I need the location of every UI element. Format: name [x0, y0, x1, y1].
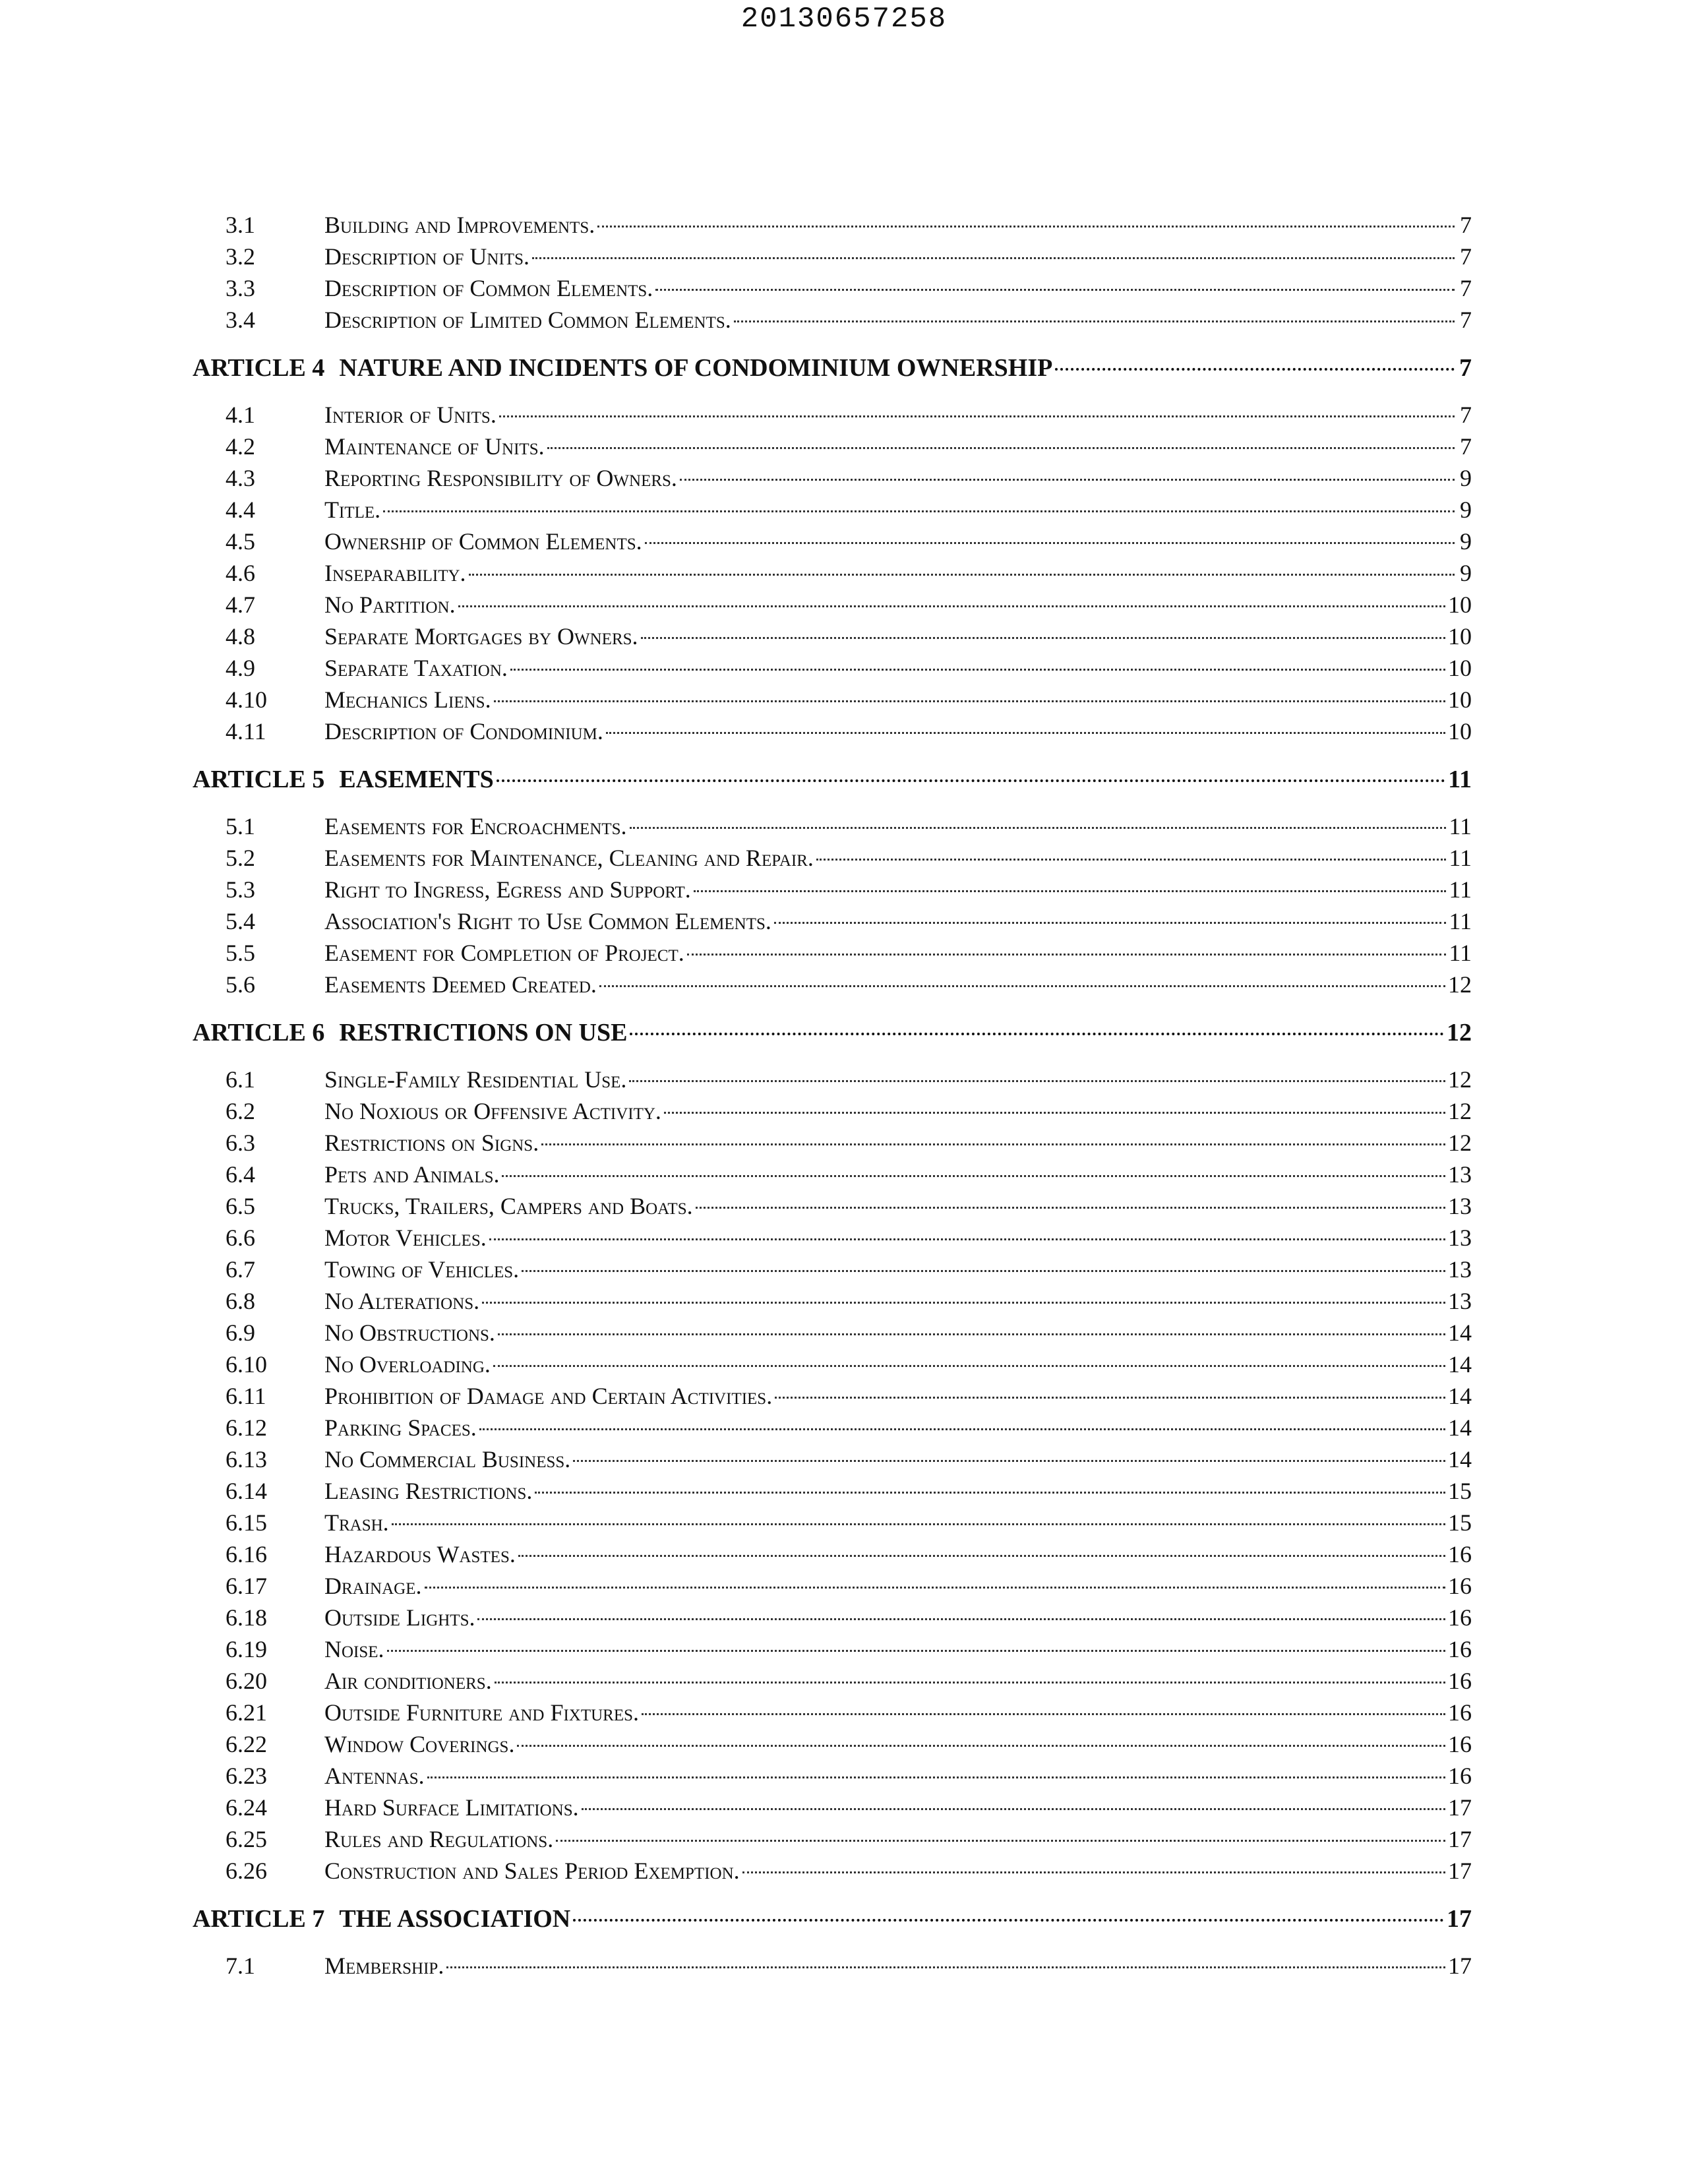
page-number: 7 [1460, 243, 1472, 270]
section-number: 6.2 [226, 1098, 255, 1124]
toc-entry [193, 1635, 1472, 1667]
page-number: 7 [1460, 433, 1472, 460]
toc-entry [193, 876, 1472, 907]
dot-leader [775, 1397, 1445, 1399]
section-number: 5.5 [226, 940, 255, 966]
section-title: Membership. [324, 1953, 444, 1979]
section-title: Building and Improvements. [324, 212, 595, 238]
page-number: 14 [1448, 1446, 1472, 1472]
dot-leader [696, 1207, 1445, 1209]
section-number: 6.13 [226, 1446, 267, 1472]
dot-leader [742, 1871, 1445, 1873]
section-title: Title. [324, 497, 381, 523]
section-number: 3.3 [226, 275, 255, 301]
section-number: 6.26 [226, 1858, 267, 1884]
dot-leader [383, 510, 1455, 512]
dot-leader [517, 1745, 1445, 1747]
dot-leader [489, 1238, 1445, 1240]
page-number: 12 [1448, 971, 1472, 998]
toc-entry [193, 1667, 1472, 1699]
section-title: Trash. [324, 1509, 389, 1536]
section-number: 6.3 [226, 1130, 255, 1156]
section-title: Antennas. [324, 1763, 425, 1789]
section-number: 4.10 [226, 686, 267, 713]
section-number: 7.1 [226, 1953, 255, 1979]
toc-entry [193, 591, 1472, 622]
dot-leader [606, 732, 1445, 734]
page-number: 11 [1449, 876, 1472, 903]
article-title: NATURE AND INCIDENTS OF CONDOMINIUM OWNERSHIP [339, 354, 1053, 382]
page-number: 13 [1448, 1225, 1472, 1251]
section-title: Hard Surface Limitations. [324, 1794, 579, 1821]
dot-leader [392, 1523, 1445, 1525]
section-title: Trucks, Trailers, Campers and Boats. [324, 1193, 693, 1219]
section-title: No Commercial Business. [324, 1446, 571, 1472]
section-number: 6.4 [226, 1161, 255, 1188]
section-title: Rules and Regulations. [324, 1826, 554, 1852]
dot-leader [446, 1966, 1445, 1968]
page-number: 11 [1449, 813, 1472, 839]
toc-entry [193, 1414, 1472, 1445]
dot-leader [458, 605, 1445, 607]
section-title: Outside Lights. [324, 1604, 475, 1631]
page-number: 16 [1448, 1731, 1472, 1757]
page-number: 13 [1448, 1288, 1472, 1314]
dot-leader [498, 1333, 1445, 1335]
section-title: Motor Vehicles. [324, 1225, 487, 1251]
section-number: 6.9 [226, 1320, 255, 1346]
dot-leader [495, 1682, 1445, 1684]
dot-leader [477, 1618, 1445, 1620]
page-number: 9 [1460, 560, 1472, 586]
section-number: 5.1 [226, 813, 255, 839]
page-number: 7 [1460, 402, 1472, 428]
page-number: 11 [1448, 766, 1472, 793]
toc-entry [193, 1066, 1472, 1097]
dot-leader [494, 700, 1445, 702]
section-title: Restrictions on Signs. [324, 1130, 539, 1156]
toc-entry [193, 306, 1472, 338]
section-title: Mechanics Liens. [324, 686, 491, 713]
toc-entry [193, 1129, 1472, 1161]
toc-entry [193, 1540, 1472, 1572]
section-title: Description of Limited Common Elements. [324, 307, 731, 333]
dot-leader [493, 1365, 1445, 1367]
dot-leader [1055, 368, 1455, 371]
section-number: 6.14 [226, 1478, 267, 1504]
page-number: 17 [1448, 1794, 1472, 1821]
dot-leader [510, 669, 1445, 671]
article-label: ARTICLE 4 [193, 354, 325, 382]
page-number: 10 [1448, 655, 1472, 681]
dot-leader [469, 574, 1455, 576]
toc-entry [193, 1477, 1472, 1509]
section-title: No Alterations. [324, 1288, 480, 1314]
dot-leader [518, 1555, 1445, 1557]
section-number: 4.7 [226, 592, 255, 618]
dot-leader [425, 1587, 1446, 1589]
dot-leader [497, 779, 1445, 782]
dot-leader [597, 226, 1455, 228]
section-number: 6.16 [226, 1541, 267, 1567]
section-number: 4.5 [226, 528, 255, 555]
section-number: 5.2 [226, 845, 255, 871]
dot-leader [664, 1112, 1445, 1114]
toc-entry [193, 559, 1472, 591]
dot-leader [532, 257, 1455, 259]
toc-entry [193, 622, 1472, 654]
page-number: 16 [1448, 1636, 1472, 1662]
page-number: 14 [1448, 1320, 1472, 1346]
section-title: Noise. [324, 1636, 384, 1662]
section-number: 6.23 [226, 1763, 267, 1789]
dot-leader [547, 447, 1455, 449]
section-number: 3.1 [226, 212, 255, 238]
page-number: 14 [1448, 1383, 1472, 1409]
section-number: 6.7 [226, 1256, 255, 1283]
page-number: 16 [1448, 1699, 1472, 1726]
section-title: Easements for Maintenance, Cleaning and Repair. [324, 845, 814, 871]
section-number: 4.4 [226, 497, 255, 523]
section-title: Prohibition of Damage and Certain Activities. [324, 1383, 773, 1409]
dot-leader [641, 637, 1445, 639]
dot-leader [522, 1270, 1445, 1272]
page-number: 11 [1449, 908, 1472, 934]
section-number: 6.17 [226, 1573, 267, 1599]
section-title: Separate Taxation. [324, 655, 508, 681]
dot-leader [535, 1492, 1445, 1494]
section-number: 6.20 [226, 1668, 267, 1694]
dot-leader [499, 415, 1455, 417]
article-heading [193, 765, 1472, 797]
toc-entry [193, 1445, 1472, 1477]
dot-leader [694, 890, 1447, 892]
page-number: 16 [1448, 1668, 1472, 1694]
section-title: No Overloading. [324, 1351, 491, 1378]
section-number: 6.11 [226, 1383, 266, 1409]
document-number: 20130657258 [740, 3, 948, 36]
section-title: Pets and Animals. [324, 1161, 500, 1188]
page-number: 10 [1448, 623, 1472, 650]
toc-entry [193, 528, 1472, 559]
section-title: Leasing Restrictions. [324, 1478, 533, 1504]
section-number: 5.6 [226, 971, 255, 998]
toc-entry [193, 401, 1472, 433]
toc-entry [193, 1256, 1472, 1287]
toc-entry [193, 1952, 1472, 1984]
section-title: Air conditioners. [324, 1668, 492, 1694]
toc-entry [193, 1794, 1472, 1825]
section-number: 6.21 [226, 1699, 267, 1726]
page-number: 17 [1447, 1905, 1472, 1933]
section-title: Single-Family Residential Use. [324, 1066, 627, 1093]
page-number: 16 [1448, 1573, 1472, 1599]
section-number: 6.10 [226, 1351, 267, 1378]
toc-entry [193, 939, 1472, 971]
section-number: 3.4 [226, 307, 255, 333]
page-number: 9 [1460, 497, 1472, 523]
section-title: Inseparability. [324, 560, 466, 586]
page-number: 11 [1449, 940, 1472, 966]
section-number: 6.6 [226, 1225, 255, 1251]
toc-entry [193, 1161, 1472, 1192]
section-title: Description of Common Elements. [324, 275, 653, 301]
dot-leader [599, 985, 1445, 987]
page-number: 14 [1448, 1414, 1472, 1441]
dot-leader [427, 1776, 1445, 1778]
article-title: RESTRICTIONS ON USE [339, 1019, 628, 1046]
page-number: 14 [1448, 1351, 1472, 1378]
page-number: 11 [1449, 845, 1472, 871]
section-title: Parking Spaces. [324, 1414, 477, 1441]
toc-entry [193, 274, 1472, 306]
article-heading [193, 1018, 1472, 1050]
toc-entry [193, 1224, 1472, 1256]
section-title: Right to Ingress, Egress and Support. [324, 876, 691, 903]
section-title: Association's Right to Use Common Elements. [324, 908, 771, 934]
toc-entry [193, 243, 1472, 274]
section-title: Reporting Responsibility of Owners. [324, 465, 677, 491]
section-number: 5.4 [226, 908, 255, 934]
section-title: No Noxious or Offensive Activity. [324, 1098, 661, 1124]
toc-entry [193, 496, 1472, 528]
page-number: 12 [1447, 1019, 1472, 1046]
toc-entry [193, 1730, 1472, 1762]
dot-leader [629, 1080, 1445, 1082]
page-number: 7 [1460, 275, 1472, 301]
toc-entry [193, 1382, 1472, 1414]
toc-entry [193, 1825, 1472, 1857]
toc-entry [193, 971, 1472, 1002]
article-heading [193, 1904, 1472, 1936]
page-number: 10 [1448, 718, 1472, 744]
section-number: 4.11 [226, 718, 266, 744]
page-number: 15 [1448, 1509, 1472, 1536]
section-title: Easement for Completion of Project. [324, 940, 684, 966]
page-number: 17 [1448, 1858, 1472, 1884]
toc-entry [193, 464, 1472, 496]
page-number: 17 [1448, 1826, 1472, 1852]
section-title: Towing of Vehicles. [324, 1256, 520, 1283]
page-number: 15 [1448, 1478, 1472, 1504]
dot-leader [642, 1713, 1445, 1715]
page-number: 7 [1459, 354, 1472, 382]
section-title: Ownership of Common Elements. [324, 528, 642, 555]
section-number: 6.5 [226, 1193, 255, 1219]
section-title: Drainage. [324, 1573, 422, 1599]
toc-entry [193, 686, 1472, 717]
page-number: 13 [1448, 1161, 1472, 1188]
dot-leader [734, 320, 1455, 322]
toc-entry [193, 1857, 1472, 1889]
article-label: ARTICLE 7 [193, 1905, 325, 1933]
dot-leader [482, 1302, 1445, 1304]
page-number: 12 [1448, 1066, 1472, 1093]
dot-leader [541, 1143, 1445, 1145]
toc-entry [193, 907, 1472, 939]
dot-leader [502, 1175, 1445, 1177]
page-number: 12 [1448, 1130, 1472, 1156]
section-number: 4.6 [226, 560, 255, 586]
section-title: Easements for Encroachments. [324, 813, 627, 839]
dot-leader [582, 1808, 1445, 1810]
section-number: 4.9 [226, 655, 255, 681]
dot-leader [645, 542, 1455, 544]
article-title: THE ASSOCIATION [339, 1905, 571, 1933]
toc-entry [193, 1572, 1472, 1604]
toc-entry [193, 211, 1472, 243]
page-number: 7 [1460, 307, 1472, 333]
section-number: 4.8 [226, 623, 255, 650]
dot-leader [774, 922, 1446, 924]
page-number: 16 [1448, 1541, 1472, 1567]
section-number: 6.12 [226, 1414, 267, 1441]
dot-leader [387, 1650, 1445, 1652]
page-number: 7 [1460, 212, 1472, 238]
section-title: Outside Furniture and Fixtures. [324, 1699, 640, 1726]
dot-leader [479, 1428, 1445, 1430]
toc-entry [193, 1319, 1472, 1350]
page-number: 10 [1448, 686, 1472, 713]
section-number: 5.3 [226, 876, 255, 903]
page-number: 10 [1448, 592, 1472, 618]
dot-leader [573, 1919, 1444, 1922]
toc-entry [193, 1604, 1472, 1635]
dot-leader [630, 1033, 1444, 1035]
section-number: 4.1 [226, 402, 255, 428]
table-of-contents [193, 211, 1472, 1984]
toc-entry [193, 1287, 1472, 1319]
section-title: Description of Condominium. [324, 718, 603, 744]
section-title: Description of Units. [324, 243, 529, 270]
section-title: Interior of Units. [324, 402, 497, 428]
toc-entry [193, 654, 1472, 686]
section-number: 6.24 [226, 1794, 267, 1821]
article-label: ARTICLE 6 [193, 1019, 325, 1046]
section-title: Window Coverings. [324, 1731, 515, 1757]
section-number: 6.22 [226, 1731, 267, 1757]
toc-entry [193, 1097, 1472, 1129]
dot-leader [816, 859, 1446, 861]
section-number: 4.3 [226, 465, 255, 491]
section-title: Separate Mortgages by Owners. [324, 623, 638, 650]
section-title: Easements Deemed Created. [324, 971, 597, 998]
page-number: 16 [1448, 1604, 1472, 1631]
section-number: 6.8 [226, 1288, 255, 1314]
toc-entry [193, 1699, 1472, 1730]
dot-leader [630, 827, 1447, 829]
dot-leader [556, 1840, 1445, 1842]
section-title: Construction and Sales Period Exemption. [324, 1858, 740, 1884]
section-title: No Partition. [324, 592, 456, 618]
toc-entry [193, 717, 1472, 749]
page-number: 16 [1448, 1763, 1472, 1789]
section-title: Maintenance of Units. [324, 433, 545, 460]
page-number: 9 [1460, 528, 1472, 555]
section-number: 6.18 [226, 1604, 267, 1631]
section-number: 6.25 [226, 1826, 267, 1852]
article-heading [193, 353, 1472, 385]
section-number: 3.2 [226, 243, 255, 270]
page-number: 17 [1448, 1953, 1472, 1979]
toc-entry [193, 433, 1472, 464]
section-number: 4.2 [226, 433, 255, 460]
section-number: 6.1 [226, 1066, 255, 1093]
page-number: 12 [1448, 1098, 1472, 1124]
article-label: ARTICLE 5 [193, 766, 325, 793]
section-title: No Obstructions. [324, 1320, 495, 1346]
section-number: 6.15 [226, 1509, 267, 1536]
dot-leader [687, 954, 1447, 956]
section-number: 6.19 [226, 1636, 267, 1662]
page-number: 13 [1448, 1256, 1472, 1283]
toc-entry [193, 1762, 1472, 1794]
dot-leader [680, 479, 1455, 481]
section-title: Hazardous Wastes. [324, 1541, 516, 1567]
page-number: 13 [1448, 1193, 1472, 1219]
page-number: 9 [1460, 465, 1472, 491]
toc-entry [193, 1350, 1472, 1382]
article-title: EASEMENTS [339, 766, 494, 793]
toc-entry [193, 812, 1472, 844]
dot-leader [573, 1460, 1445, 1462]
toc-entry [193, 1509, 1472, 1540]
dot-leader [655, 289, 1455, 291]
toc-entry [193, 1192, 1472, 1224]
toc-entry [193, 844, 1472, 876]
